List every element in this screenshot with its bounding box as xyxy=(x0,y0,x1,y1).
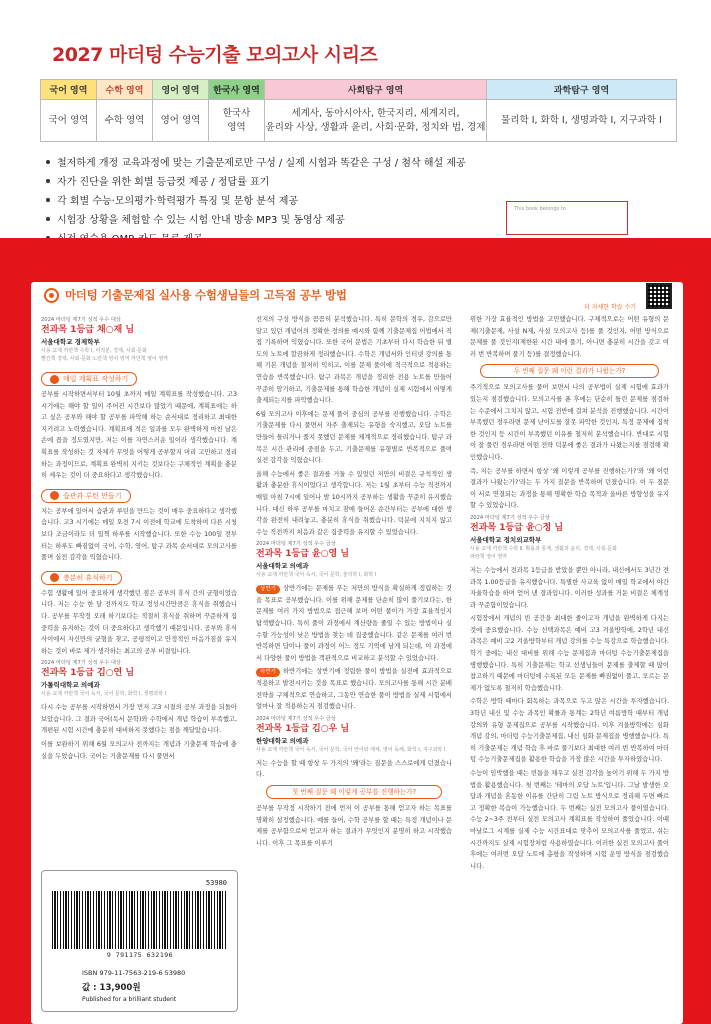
target-icon xyxy=(44,288,59,303)
feature-item: 각 회별 수능·모의평가·학력평가 특징 및 문항 분석 제공 xyxy=(46,190,466,209)
rest-icon xyxy=(50,573,59,582)
habit-icon xyxy=(50,491,59,500)
publisher-text: Published for a brilliant student xyxy=(82,996,177,1003)
price-text: 값 : 13,900원 xyxy=(82,983,141,993)
feature-list xyxy=(46,152,466,247)
feature-item: 시험장 상황을 체험할 수 있는 시험 안내 방송 MP3 및 동영상 제공 xyxy=(46,209,466,228)
barcode-digits: 9 791175 632196 xyxy=(106,951,174,959)
isbn-text: ISBN 979-11-7563-219-6 53980 xyxy=(82,969,186,977)
barcode-icon xyxy=(52,891,228,949)
student-name: 전과목 1등급 김○연 님 xyxy=(41,668,135,679)
topic-tag: 습관과 루틴 만들기 xyxy=(41,489,131,503)
student-profile: 2024 마더텅 제7기 성적 우수 대상 전과목 1등급 김○연 님 가톨릭대학교 의예과 사용 교재 까만책 국어 독서, 국어 문학, 화학 Ⅰ, 생명과학 Ⅰ xyxy=(41,659,237,698)
question-pill: 첫 번째 질문 왜 이렇게 공부를 진행하는가? xyxy=(266,785,442,799)
student-university: 가톨릭대학교 의예과 xyxy=(41,681,100,690)
student-university: 서울대학교 의예과 xyxy=(256,562,309,571)
column-2 xyxy=(256,314,452,1020)
review-text: 수능이 임박했을 때는 빈틈을 채우고 실전 감각을 높이기 위해 두 가지 방법을 활용했습니다. 첫 번째는 '테마의 오답 노트'입니다. 그날 발생한 오답과 개념을 혼동한 이유를 간단히 그림 노트 방식으로 정리해 두면 빠르고 정확한 복습이 가능했습니다. 두 번째는 실전 모의고사 풀이였습니다. 수능 2~3주 전부터 실전 모의고사 계획표를 작성하여 풀었습니다. 이때 마날로그 시계를 실제 수능 시간표대로 맞추어 모의고사를 풀었고, 쉬는 시간까지도 실제 시험장처럼 사용하였습니다. 이러한 실전 모의고사 풀이 후에는 여러번 오답 노트에 총평을 작성하며 시험 운영 방식을 점검했습니다. xyxy=(470,770,669,870)
clock-icon xyxy=(50,375,59,384)
feature-item: 철저하게 개정 교육과정에 맞는 기출문제로만 구성 / 실제 시험과 똑같은 구성 / 첨삭 해설 제공 xyxy=(46,152,466,171)
cell-korean: 국어 영역 xyxy=(41,100,97,142)
review-text: 공부를 시작하면서부터 10월 초까지 매일 계획표를 작성했습니다. 고3 시기에는 해야 할 일이 주어진 시간보다 많았기 때문에, 계획표에는 하고 싶은 공부와 해야 할 공부를 파악해 하는 순서대로 정리하고 최대한 지키려고 노력했습니다. 계획표에 적은 일과를 모두 완벽하게 마친 날은 손에 꼽을 정도였지만, 저는 이를 자연스러운 일이라 생각했습니다. 계획표를 작성하는 것 자체가 무엇을 어떻게 공부할지 머리 고민하고 정리하는 과정이므로, 계획표 완벽히 지키는 것보다는 구체적인 계획을 충분히 세우는 것이 더 중요하다고 생각했습니다. xyxy=(41,391,237,480)
student-name: 전과목 1등급 채○재 님 xyxy=(41,325,135,335)
review-text: 6월 모의고사 이후에는 문제 풀이 중심의 공부를 진행했습니다. 수학은 기출문제를 다시 풀면서 자주 출제되는 유형을 숙지했고, 오답 노트를 만들어 틀리거나 풀지 못했던 문제를 체계적으로 정리했습니다. 탐구 과목은 시간 관리에 중점을 두고, 기출문제를 유형별로 반복적으로 풀며 실전 감각을 익혔습니다. xyxy=(256,410,452,465)
review-text: 저는 공부에 있어서 습관과 루틴을 만드는 것이 매우 중요하다고 생각했습니다. 고3 시기에는 매일 오전 7시 이전에 학교에 도착하여 다른 시청보다 조금이라도 더 일찍 하루를 시작했습니다. 또한 수능 100일 전부터는 하루도 빠짐없이 국어, 수학, 영어, 탐구 과목 순서대로 모의고사를 풀며 실전 감각을 익혔습니다. xyxy=(41,507,237,562)
review-text: 하반기 하반기에는 상반기에 정립한 풀이 방법을 실전에 효과적으로 적용하고 발전시키는 것을 목표로 했습니다. 모의고사를 통해 시간 분배 전략을 구체적으로 연습하고, 그동안 연습한 풀이 방법을 실제 시험에서 얼마나 잘 적용하는지 점검했습니다. xyxy=(256,668,452,711)
barcode-addon: 53980 xyxy=(205,879,227,887)
topic-tag: 충분히 휴식하기 xyxy=(41,571,122,585)
bullet-icon xyxy=(46,160,50,164)
section-header xyxy=(44,287,347,303)
review-text: 시험장에서 개념의 빈 공간을 최대한 줄이고자 개념을 완벽하게 다지는 것에 중요했습니다. 수능 선택과목은 예비 고3 겨울방학에, 2학년 내신 과목은 예비 고2 겨울방학부터 개념 강의를 수능 특강으로 학습했습니다. 학기 중에는 내신 대비를 위해 수능 문제집과 마더텅 수능기출문제집을 병행했습니다. 특히 기출문제는 학교 선생님들이 문제를 출제할 때 많이 참고하기 때문에 마더텅에 수록된 모든 문제를 빠짐없이 풀고, 모르는 문제가 없도록 철저히 학습했습니다. xyxy=(470,615,669,692)
barcode-box xyxy=(41,870,238,1012)
qr-code-icon[interactable] xyxy=(646,283,672,309)
review-text: 저는 수능을 할 때 항상 두 가지의 '왜'라는 질문을 스스로에게 던졌습니다. xyxy=(256,759,452,779)
cell-social: 세계사, 동아시아사, 한국지리, 세계지리, 윤리와 사상, 생활과 윤리, 사회·문화, 정치와 법, 경제 xyxy=(265,100,487,142)
period-badge: 상반기 xyxy=(256,585,280,594)
review-text: 올해 수능에서 좋은 결과를 거둘 수 있었던 저만의 비결은 규칙적인 생활과 충분한 휴식이었다고 생각합니다. 저는 1월 초부터 수능 직전까지 매일 아침 7시에 일어나 밤 10시까지 공부하는 생활을 꾸준히 유지했습니다. 대신 하루 공부를 마치고 잠에 들어온 순간부터는 공부에 대한 생각을 완전히 내려놓고, 충분히 휴식을 취했습니다. 덕분에 지치지 않고 수능 직전까지 처음과 같은 집중력을 유지할 수 있었습니다. xyxy=(256,470,452,536)
topic-tag: 매일 계획표 작성하기 xyxy=(41,372,137,386)
review-text: 이를 보완하기 위해 6월 모의고사 전까지는 개념과 기출문제 학습에 충실을 두었습니다. 국어는 기출문제를 다시 풀면서 xyxy=(41,741,237,760)
review-text: 저는 수능에서 전과목 1등급을 받았을 뿐만 아니라, 내신에서도 3년간 전과목 1.00등급을 유지했습니다. 특별한 사교육 없이 매일 학교에서 야간자율학습을 하며 얻어 낸 결과입니다. 이러한 성과를 거둔 비결은 체계성과 꾸준함이었습니다. xyxy=(470,566,669,609)
period-badge: 하반기 xyxy=(256,668,280,677)
header-social: 사회탐구 영역 xyxy=(265,80,487,100)
cell-science: 물리학 Ⅰ, 화학 Ⅰ, 생명과학 Ⅰ, 지구과학 Ⅰ xyxy=(487,100,677,142)
student-university: 한양대학교 의예과 xyxy=(256,736,309,745)
column-3 xyxy=(470,314,669,1020)
review-text: 선지의 구성 방식을 꼼꼼히 분석했습니다. 특히 문학의 경우, 감으로만 알고 있던 개념어의 정확한 정의를 예시와 함께 기출문제집 어법에서 직접 기록하며 익혔습니다. 또한 국어 문법은 기초부터 다시 학습한 뒤 별도의 노트에 깔끔하게 정리했습니다. 수학은 개념서와 인터넷 강의를 통해 기본 개념을 철저히 익히고, 이를 문제 풀이에 적극적으로 적용하는 연습을 반복했습니다. 탐구 과목은 개념을 정리한 전용 노트를 만들어 꾸준히 암기하고, 기출문제를 통해 학습한 개념이 실제 시험에서 어떻게 출제되는지를 파악했습니다. xyxy=(256,316,452,405)
student-profile: 2024 마더텅 제7기 성적 우수 금상 전과목 1등급 김○우 님 한양대학교 의예과 사용 교재 까만책 국어 독서, 국어 문학, 국어 언어와 매체, 영어 독해, 화학 Ⅰ, 지구과학 Ⅰ xyxy=(256,715,452,754)
belongs-to-label: This book belongs to xyxy=(514,206,566,212)
header-english: 영어 영역 xyxy=(153,80,209,100)
review-text: 수험 생활에 있어 중요하게 생각했던 점은 공부의 휴식 간의 균형이었습니다. 저는 수능 한 달 전까지도 학교 정성시간만큼은 휴식을 취했습니다. 공부를 무작정 오래 하기보다는 적절히 휴식을 취하며 꾸준하게 집중력을 유지하는 것이 더 중요하다고 생각했기 때문입니다. 공부와 휴식 사이에서 자신만의 균형을 찾고, 공평적이고 안정적인 마음가짐을 유지하는 것이 바로 제가 생각하는 최고의 공부 비결입니다. xyxy=(41,589,237,655)
student-name: 전과목 1등급 윤○영 님 xyxy=(256,549,350,560)
cell-korean-history: 한국사 영역 xyxy=(209,100,265,142)
review-text: 즉, 저는 공부를 하면서 항상 '왜 이렇게 공부를 진행하는가?'와 '왜 이런 결과가 나왔는가?'라는 두 가지 질문을 반복하며 던졌습니다. 이 두 질문이 서로 연결되는 과정을 통해 명확한 학습 목적과 올바른 방향성을 유지할 수 있었습니다. xyxy=(470,467,669,510)
review-text: 상반기 상반기에는 문제를 푸는 저만의 방식을 확실하게 정립하는 것을 목표로 공부했습니다. 이를 위해 문제를 단순히 많이 풀기보다는, 한 문제를 여러 가지 방법으로 접근해 보며 어떤 풀이가 가장 효율적인지 탐색했습니다. 특히 풀이 과정에서 계산량을 줄일 수 있는 방법이나 실수할 가능성이 낮은 방법을 찾는 데 집중했습니다. 같은 문제를 여러 번 반복하면 답이나 풀이 과정이 어느 정도 기억에 남게 되는데, 이 과정에서 다양한 풀이 방법을 객관적으로 비교하고 분석할 수 있었습니다. xyxy=(256,585,452,662)
header-math: 수학 영역 xyxy=(97,80,153,100)
top-section xyxy=(0,0,711,238)
belongs-to-box xyxy=(506,201,628,235)
review-text: 위한 가장 효율적인 방법을 고민했습니다. 구체적으로는 어떤 유형의 문제(기출문제, 사설 N제, 사설 모의고사 등)를 풀 것인지, 어떤 방식으로 문제를 풀 것인지(제한된 시간 내에 풀기, 아니면 충분히 시간을 갖고 여러 번 반복하며 풀기 등)를 결정했습니다. xyxy=(470,316,669,358)
header-science: 과학탐구 영역 xyxy=(487,80,677,100)
header-korean-history: 한국사 영역 xyxy=(209,80,265,100)
student-profile: 2024 마더텅 제7기 성적 우수 금상 전과목 1등급 윤○정 님 서울대학교 정치외교학부 사용 교재 까만책 수학 Ⅱ, 확률과 통계, 생활과 윤리, 경제, 사회·문화 파란책 영어 영역 xyxy=(470,514,669,561)
cell-english: 영어 영역 xyxy=(153,100,209,142)
feature-item: 자가 진단을 위한 회별 등급컷 제공 / 정답률 표기 xyxy=(46,171,466,190)
section-title: 마더텅 기출문제집 실사용 수험생님들의 고득점 공부 방법 xyxy=(65,288,347,302)
more-reviews-link[interactable]: 더 자세한 학습 수기 xyxy=(584,304,637,311)
series-title: 2027 마더텅 수능기출 모의고사 시리즈 xyxy=(52,44,378,66)
student-profile: 2024 마더텅 제7기 성적 우수 금상 전과목 1등급 윤○영 님 서울대학교 의예과 사용 교재 까만책 국어 독서, 국어 문학, 물리학 Ⅰ, 화학 Ⅰ xyxy=(256,540,452,579)
bullet-icon xyxy=(46,217,50,221)
review-text: 주기적으로 모의고사를 풀어 보면서 나의 공부법이 실제 시험에 효과가 있는지 점검했습니다. 모의고사를 푼 후에는 단순히 틀린 문제를 점검하는 수준에서 그치지 않고, 시험 전반에 걸쳐 분석을 진행했습니다. 시간이 부족했던 경우라면 문제 난이도를 잘못 파악한 것인지, 특정 문제에 집착한 것인지 등 시간이 부족했던 이유를 철저히 분석했습니다. 반대로 시험이 잘 풀린 경우라면 어떤 전략 덕분에 좋은 결과가 나왔는지를 점검해 확인했습니다. xyxy=(470,384,669,461)
review-text: 수학은 방학 때마다 회독하는 과목으로 두고 많은 시간을 투자했습니다. 3학년 내신 및 수능 과목인 확률과 통계는 2학년 여름방학 때부터 개념 강의와 유형 문제집으로 공부를 시작했습니다. 이후 겨울방학에는 심화 개념 강의, 마더텅 수능기출문제집, 내신 심화 문제집을 병행했습니다. 특히 기출문제는 개념 학습 후 바로 풀기보다 최대한 여러 번 반복하여 마더텅 수능기출문제집을 활용한 학습을 가장 많은 시간을 투자하였습니다. xyxy=(470,698,669,764)
student-university: 서울대학교 경제학부 xyxy=(41,338,100,346)
bullet-icon xyxy=(46,198,50,202)
review-text: 다시 수능 공부를 시작하면서 가장 먼저 고3 시절의 공부 과정을 되돌아보았습니다. 그 결과 국어(독서 문학)와 수학에서 개념 학습이 부족했고, 개편된 시험 시간에 충분히 대비하지 못했다는 점을 깨달았습니다. xyxy=(41,704,237,735)
cell-math: 수학 영역 xyxy=(97,100,153,142)
student-profile: 2024 마더텅 제7기 성적 우수 대상 전과목 1등급 채○재 님 서울대학교 경제학부 사용 교재 까만책 수학 Ⅰ, 미적분, 경제, 사회·문화 빨간책 경제, 사회·문화 노란책 영어 영역 까만책 영어 영역 xyxy=(41,316,237,363)
student-university: 서울대학교 정치외교학부 xyxy=(470,535,542,544)
review-text: 공부를 무작정 시작하기 전에 먼저 이 공부를 통해 얻고자 하는 목표를 명확히 설정했습니다. 예를 들어, 수학 공부를 할 때는 특정 개념이나 문제를 공부함으로써 얻고자 하는 결과가 무엇인지 분명히 하고 시작했습니다. 이후 그 목표를 이루기 xyxy=(256,805,452,847)
question-pill: 두 번째 질문 왜 이런 결과가 나왔는가? xyxy=(480,364,659,378)
student-name: 전과목 1등급 윤○정 님 xyxy=(470,522,564,533)
bullet-icon xyxy=(46,179,50,183)
column-1 xyxy=(41,314,237,866)
subject-table xyxy=(40,79,677,142)
header-korean: 국어 영역 xyxy=(41,80,97,100)
student-name: 전과목 1등급 김○우 님 xyxy=(256,723,350,734)
